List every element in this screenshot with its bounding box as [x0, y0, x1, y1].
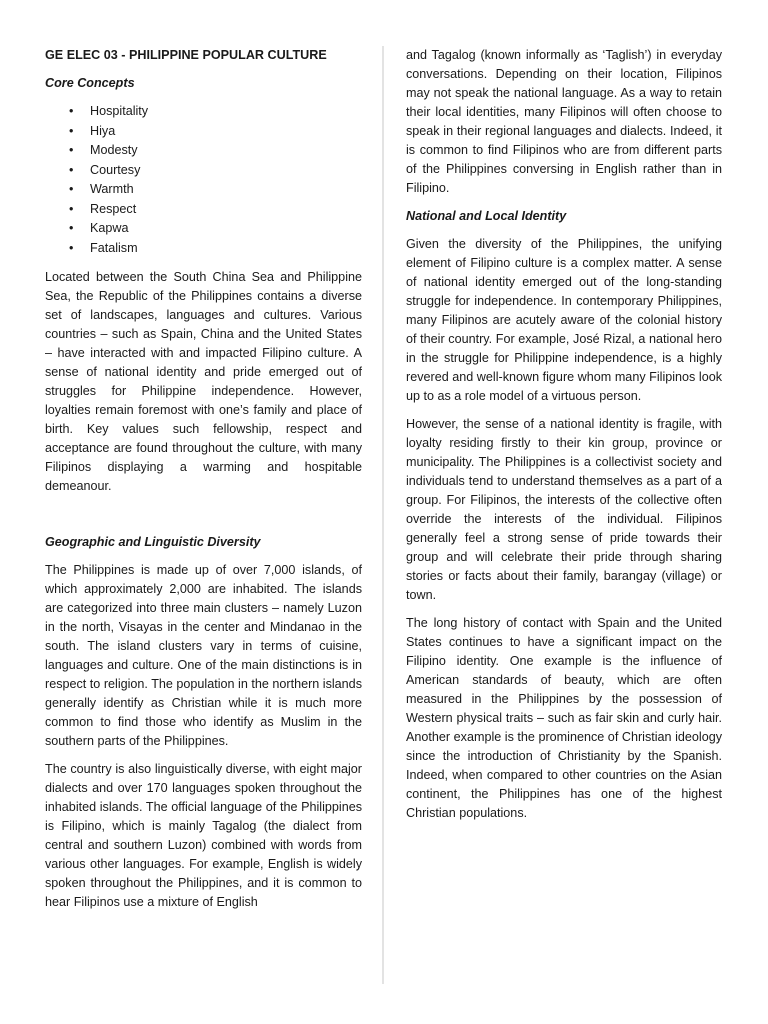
bullet-icon: • [69, 221, 74, 235]
core-concepts-heading: Core Concepts [45, 76, 135, 90]
geo-section-heading: Geographic and Linguistic Diversity [45, 535, 261, 549]
section-gap [45, 505, 362, 533]
list-item: • Hiya [69, 122, 362, 142]
bullet-icon: • [69, 201, 74, 216]
identity-paragraph-1: Given the diversity of the Philippines, the unifying element of Filipino culture is a complex matter. A sense of national identity emerged out of the long-standing struggle for independence. In contemporary Philippines, many Filipinos are acutely aware of the colonial history of their country. For example, José Rizal, a national hero in the struggle for Philippine independence, is a highly revered and well-known figure whom many Filipinos look up to as a role model of a virtuous person. [406, 237, 722, 403]
page-title: GE ELEC 03 - PHILIPPINE POPULAR CULTURE [45, 48, 327, 62]
column-divider [382, 46, 384, 984]
list-item: • Warmth [69, 180, 362, 200]
list-item: • Courtesy [69, 161, 362, 181]
list-item: • Fatalism [69, 239, 362, 259]
core-concepts-list [45, 102, 362, 258]
bullet-icon: • [69, 182, 74, 196]
left-column [45, 46, 362, 921]
bullet-icon: • [69, 240, 74, 255]
geo-paragraph-3: and Tagalog (known informally as ‘Taglish’) in everyday conversations. Depending on their location, Filipinos may not speak the national language. As a way to retain their local identities, many Filipinos will often choose to speak in their regional languages and dialects. Indeed, it is common to find Filipinos who are from different parts of the Philippines conversing in English rather than in Filipino. [406, 48, 722, 195]
geo-paragraph-2: The country is also linguistically diverse, with eight major dialects and over 170 languages spoken throughout the inhabited islands. The official language of the Philippines is Filipino, which is mainly Tagalog (the dialect from central and southern Luzon) combined with words from various other languages. For example, English is widely spoken throughout the Philippines, and it is common to hear Filipinos use a mixture of English [45, 762, 362, 909]
identity-paragraph-2: However, the sense of a national identity is fragile, with loyalty residing firstly to their kin group, province or municipality. The Philippines is a collectivist society and individuals tend to understand themselves as a part of a group. For Filipinos, the interests of the collective often override the interests of the individual. Filipinos generally feel a strong sense of pride towards their group and will celebrate their pride through sharing stories or facts about their family, barangay (village) or town. [406, 417, 722, 602]
right-column [406, 46, 722, 832]
list-item: • Respect [69, 200, 362, 220]
bullet-icon: • [69, 162, 74, 177]
geo-paragraph-1: The Philippines is made up of over 7,000 islands, of which approximately 2,000 are inhabited. The islands are categorized into three main clusters – namely Luzon in the north, Visayas in the center and Mindanao in the south. The island clusters vary in terms of cuisine, languages and culture. One of the main distinctions is in respect to religion. The population in the northern islands generally identify as Christian while it is much more common to find those who identify as Muslim in the southern parts of the Philippines. [45, 563, 362, 748]
list-item: • Kapwa [69, 219, 362, 239]
bullet-icon: • [69, 123, 74, 138]
list-item: • Hospitality [69, 102, 362, 122]
list-item: • Modesty [69, 141, 362, 161]
bullet-icon: • [69, 104, 74, 118]
intro-paragraph: Located between the South China Sea and Philippine Sea, the Republic of the Philippines contains a diverse set of landscapes, languages and cultures. Various countries – such as Spain, China and the United States – have interacted with and impacted Filipino culture. A sense of national identity and pride emerged out of struggles for Philippine independence. However, loyalties remain foremost with one’s family and place of birth. Key values such fellowship, respect and acceptance are found throughout the culture, with many Filipinos displaying a warming and hospitable demeanour. [45, 270, 362, 493]
identity-section-heading: National and Local Identity [406, 209, 567, 223]
bullet-icon: • [69, 143, 74, 157]
identity-paragraph-3: The long history of contact with Spain and the United States continues to have a significant impact on the Filipino identity. One example is the influence of American standards of beauty, which are often measured in the Philippines by the possession of Western physical traits – such as fair skin and curly hair. Another example is the prominence of Christian ideology since the introduction of Christianity by the Spanish. Indeed, when compared to other countries on the Asian continent, the Philippines has one of the highest Christian populations. [406, 616, 722, 820]
